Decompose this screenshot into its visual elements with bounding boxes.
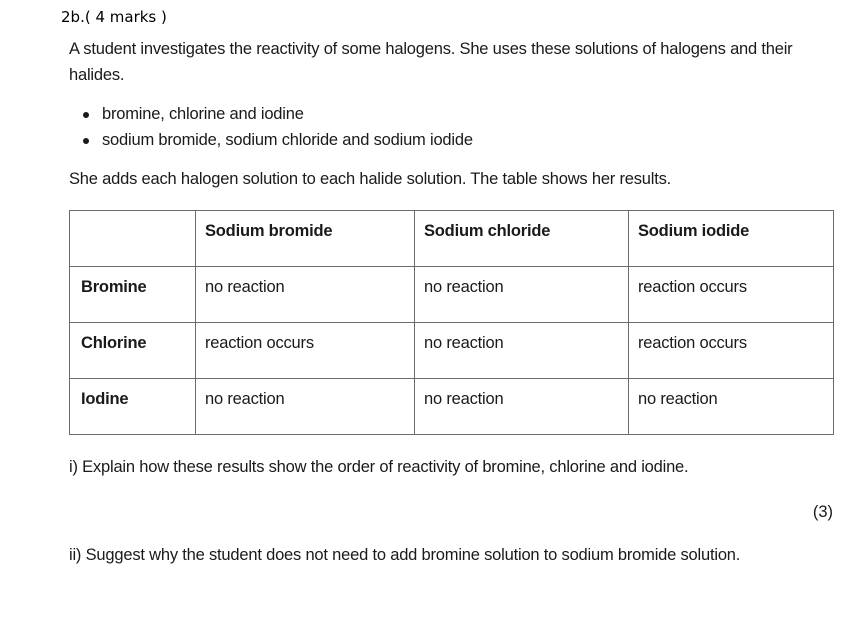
table-row [70,379,834,435]
table-cell: no reaction [196,267,415,323]
table-cell: reaction occurs [629,323,834,379]
list-item: bromine, chlorine and iodine [80,101,473,127]
table-header-row [70,211,834,267]
solutions-list [80,101,473,153]
table-cell: no reaction [196,379,415,435]
table-cell: reaction occurs [196,323,415,379]
row-header-iodine: Iodine [70,379,196,435]
results-table [69,210,834,435]
table-row [70,267,834,323]
table-cell: reaction occurs [629,267,834,323]
table-cell: no reaction [629,379,834,435]
table-cell: no reaction [415,379,629,435]
method-text: She adds each halogen solution to each halide solution. The table shows her results. [69,170,672,188]
row-header-bromine: Bromine [70,267,196,323]
column-header-sodium-iodide: Sodium iodide [629,211,834,267]
table-cell: no reaction [415,323,629,379]
list-item: sodium bromide, sodium chloride and sodium iodide [80,127,473,153]
table-corner-cell [70,211,196,267]
table-row [70,323,834,379]
column-header-sodium-chloride: Sodium chloride [415,211,629,267]
question-heading: 2b.( 4 marks ) [61,8,167,26]
column-header-sodium-bromide: Sodium bromide [196,211,415,267]
part-i-marks: (3) [812,503,833,521]
part-ii-question: ii) Suggest why the student does not need to add bromine solution to sodium bromide solution. [69,546,741,564]
row-header-chlorine: Chlorine [70,323,196,379]
table-cell: no reaction [415,267,629,323]
part-i-question: i) Explain how these results show the order of reactivity of bromine, chlorine and iodine. [69,458,689,476]
question-intro: A student investigates the reactivity of some halogens. She uses these solutions of halogens and their halides. [69,40,793,84]
